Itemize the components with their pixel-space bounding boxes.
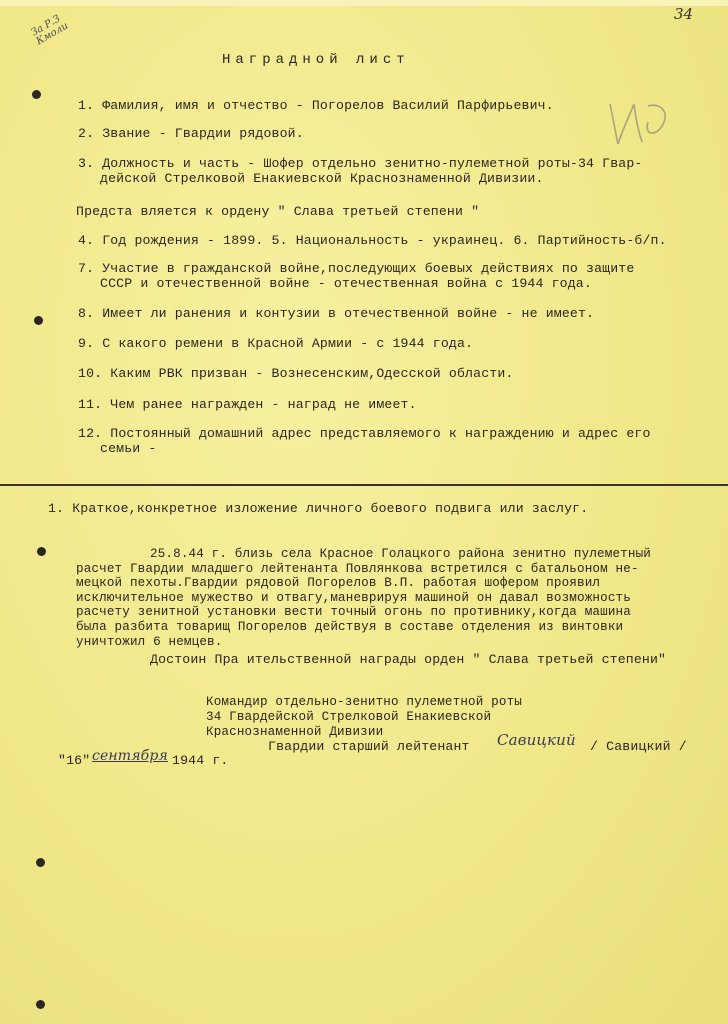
signer-name: / Савицкий / [590,739,687,754]
item-7-line-1: 7. Участие в гражданской войне,последующих боевых действиях по защите [78,261,635,276]
page-number: 34 [674,5,694,23]
document-title: Наградной лист [222,52,410,68]
punch-hole [36,858,45,867]
item-12-line-1: 12. Постоянный домашний адрес представляемого к награждению и адрес его [78,426,651,441]
punch-hole [37,547,46,556]
item-8-line-1: 8. Имеет ли ранения и контузии в отечественной войне - не имеет. [78,306,595,321]
corner-handwritten-note: За Р.З Кмоли [29,13,71,48]
item-4-line-1: 4. Год рождения - 1899. 5. Национальность - украинец. 6. Партийность-б/п. [78,233,667,248]
item-9-line-1: 9. С какого ремени в Красной Армии - с 1944 года. [78,336,474,351]
item-3-line-1: 3. Должность и часть - Шофер отдельно зенитно-пулеметной роты-34 Гвар- [78,156,643,171]
date-prefix: "16" [58,753,91,768]
section2-heading: 1. Краткое,конкретное изложение личного боевого подвига или заслуг. [48,501,589,516]
item-12-line-2: семьи - [100,441,157,456]
item-rep-line-1: Предста вляется к ордену " Слава третьей степени " [76,204,480,219]
item-10-line-1: 10. Каким РВК призван - Вознесенским,Одесской области. [78,366,514,381]
item-11-line-1: 11. Чем ранее награжден - наград не имеет. [78,397,417,412]
item-2-line-1: 2. Звание - Гвардии рядовой. [78,126,304,141]
handwritten-initials-mark [600,92,680,152]
date-month-handwritten: сентября [92,748,168,764]
punch-hole [32,90,41,99]
signer-rank: Гвардии старший лейтенант [268,739,470,754]
feat-line-2: расчет Гвардии младшего лейтенанта Повлянкова встретился с батальоном не- [76,561,639,576]
signature-line-1: Командир отдельно-зенитно пулеметной роты [206,695,523,709]
feat-line-7: уничтожил 6 немцев. [76,634,223,649]
item-1-line-1: 1. Фамилия, имя и отчество - Погорелов Василий Парфирьевич. [78,98,554,113]
page-top-edge [0,0,728,6]
item-3-line-2: дейской Стрелковой Енакиевской Краснознаменной Дивизии. [100,171,544,186]
feat-line-5: расчету зенитной установки вести точный огонь по противнику,когда машина [76,605,631,620]
handwritten-signature: Савицкий [497,731,576,749]
item-7-line-2: СССР и отечественной войне - отечественная война с 1944 года. [100,276,592,291]
feat-line-1: 25.8.44 г. близь села Красное Голацкого района зенитно пулеметный [150,547,651,561]
punch-hole [34,316,43,325]
section-divider [0,484,728,486]
feat-line-6: была разбита товарищ Погорелов действуя в составе отделения из винтовки [76,620,624,634]
feat-line-3: мецкой пехоты.Гвардии рядовой Погорелов В.П. работая шофером проявил [76,576,601,591]
signature-line-3: Краснознаменной Дивизии [206,725,384,739]
date-year: 1944 г. [172,753,229,768]
conclusion-line: Достоин Пра ительственной награды орден " Слава третьей степени" [150,652,667,667]
feat-line-4: исключительное мужество и отвагу,маневрируя машиной он давал возможность [76,590,631,605]
signature-line-2: 34 Гвардейской Стрелковой Енакиевской [206,710,492,724]
punch-hole [36,1000,45,1009]
